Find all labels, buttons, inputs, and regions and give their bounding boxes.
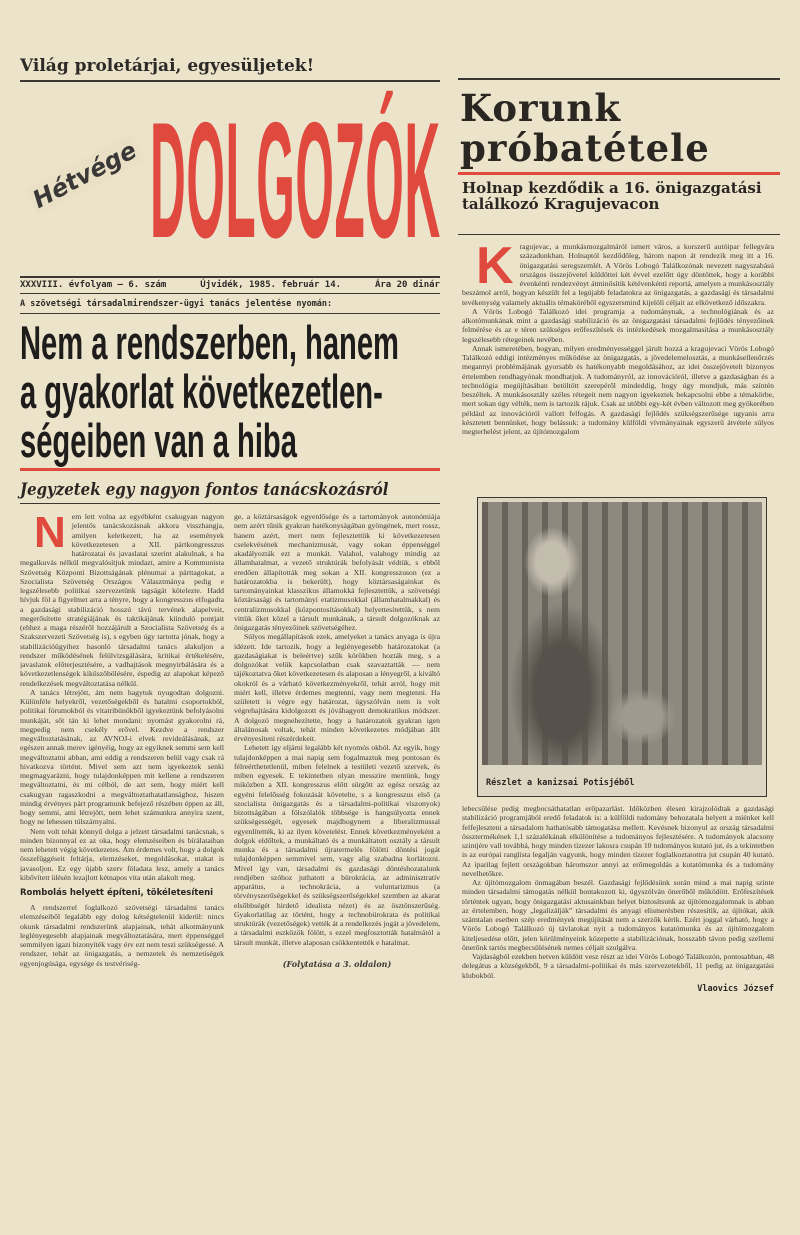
- drop-cap: N: [34, 512, 66, 557]
- side-article-title: [460, 88, 710, 168]
- title-line: Korunk: [460, 86, 621, 130]
- side-article-bottom: [462, 804, 774, 1224]
- issue-info: [20, 280, 440, 290]
- divider: [20, 313, 440, 314]
- motto: Világ proletárjai, egyesüljetek!: [20, 56, 315, 76]
- paragraph: ragujevac, a munkásmozgalmáról ismert város, a korszerű autóipar fellegvára századunkban. Holnaptól kezdődőleg, három napon át rendezik meg itt a 16. önigazgatási seregszemlét. A Vörös Lobogó Találkozónak nevezett nagyszabású országos összejövetel küldöttei két évvel ezelőtt úgy döntöttek, hogy a korábbi évenkénti rendezvényt átminősítik kétévenkénti reportá, amelyen a munkásosztály beszámol arról, hogyan készült fel a legújabb feladatokra az önigazgatás, a gazdasági és társadalmi tevékenység valamely aktuális témaköréből egyszersmind kijelöli céljait az elkövetkező időszakra.: [462, 242, 774, 307]
- masthead-title: DOLGOZÓK: [150, 88, 441, 272]
- paragraph: Nem volt tehát könnyű dolga a jelzett társadalmi tanácsnak, s minden bizonnyal ez az oka, hogy elemzéseiben és bírálataiban nem lehetett végig következetes. Ám érdemes volt, hogy a dolgok összefüggéseit feltárja, elemzéseket, megoldásokat, utakat is javasoljon. Ez egy újabb szerv föladata lesz, amely a tanács kibővített ülésén lezajlott kétnapos vita után alakult meg.: [20, 826, 224, 882]
- photo-caption: Részlet a kanizsai Potisjéből: [486, 778, 635, 788]
- photo-image: [482, 502, 762, 765]
- supplement-logo: Hétvége: [24, 133, 145, 216]
- drop-cap: K: [476, 242, 514, 295]
- main-headline: [20, 318, 442, 465]
- photo: [477, 497, 767, 797]
- continued-note: (Folytatása a 3. oldalon): [282, 958, 392, 969]
- side-article-top: [462, 242, 774, 487]
- headline-line: ségeiben van a hiba: [20, 414, 297, 467]
- title-line: próbatétele: [460, 126, 710, 170]
- paragraph: ge, a köztársaságok egyenlősége és a tartományok autonómiája nem azért tűnik gyakran hatékonyságában gyöngének, mert rossz, hanem azért, mert nem fejlesztettük ki következetesen cselekvésének mechanizmusát, vagy sokan éppenséggel akadályozták ezt a munkát. Valahol, valahogy mindig az államhatalmat, a vezető struktúrák befolyását védtük, s ebből eredően állapították meg sokan a XII. kongresszuson (ez a határozatokba is bekerült), hogy köztársaságainkat és tartományainkat klasszikus államokká fejlesztettük, a szövetségi köztársasági és tartományi etatizmusokkal (államhatalmakkal) és centralizmusokkal (központosításokkal) helyettesítettük, s nem vittük őket közel a társult munkának, a társult dolgozóknak az önigazgatás tényezőinek szövetségéhez.: [234, 512, 440, 632]
- headline-line: a gyakorlat következetlen-: [20, 365, 383, 418]
- red-rule: [20, 468, 440, 471]
- section-heading: Rombolás helyett építeni, tökéletesíteni: [20, 888, 214, 898]
- paragraph: A tanács létrejött, ám nem hagytuk nyugodtan dolgozni. Különféle helyekről, vezetőségekből és hatalmi csoportokból, politikai fórumokból és vitatribünökből igyekeztünk befolyásolni munkáját, sőt tán ki lehet mondani: nyomást gyakorolni rá, megpedig nem csekély erővel. Kezdve a rendszer megváltoztatásának, az AVNOJ-i elvek revideálásának, az egészen annak merev igényéig, hogy az egyiknek semmi sem kell megváltoztatni abban, ami eddig a rendszeren belül vagy csak rá hivatkozva történt. Mivel sem azt nem igyekeztek senki megmagyarázni, hogy tulajdonképpen mit kellene a rendszeren megváltoztatni, és mi célból, de azt sem, hogy miért kell csakugyan ragaszkodni a megváltoztathatatlansághoz, hiszen mindig érvényes párt programunk befejező részében éppen az áll, hogy semmi, ami létrejött, nem lehet számunkra annyira szent, hogy ne lehessen túlszárnyalni.: [20, 687, 224, 827]
- divider: [20, 276, 440, 278]
- paragraph: A rendszerrel foglalkozó szövetségi társadalmi tanács elemzéseiből legalább egy dolog kétségtelenül kiderül: nincs okunk társadalmi rendszerünk alapjainak, tehát alkotmányunk leglényegesebb alapjainak megváltoztatására, mert éppenséggel semmilyen igazi bizonyíték vagy érv ezt nem teszi szükségessé. A rendszer, tehát az önigazgatás, a nemzetek és nemzetiségek egyenjogúsága, egysége és testvériség-: [20, 903, 224, 968]
- main-article-column-1: [20, 512, 224, 1222]
- subheadline: Jegyzetek egy nagyon fontos tanácskozásról: [20, 480, 389, 500]
- paragraph: Az újítómozgalom önmagában beszél. Gazdasági fejlődésünk során mind a mai napig szinte minden társadalmi támogatás nélkül bontakozott ki, úgyszólván önerőből működött. Erőfeszítések történtek ugyan, hogy önigazgatási aktusainkban helyet biztosítsunk az újítómozgalomnak is abban az értelemben, hogy „legalizálják” társadalmi és anyagi elismerésben részesítik, az újítókat, akik számtalan esetben szép eredmények megújítását nem a szerzők kérik. Ezért joggal várható, hogy a Vörös Lobogó Találkozó új távlatokat nyit a tudományos kutatómunka és az újítómozgalom kiteljesedése előtt, jelen körülményeink közepette a stabilizációnak, hosszabb távon pedig szellemi önerőnk tartós megbecsülésének nemes céljait szolgálva.: [462, 878, 774, 952]
- divider: [458, 78, 780, 80]
- kicker: A szövetségi társadalmirendszer-ügyi tanács jelentése nyomán:: [20, 299, 333, 309]
- paragraph: Súlyos megállapítások ezek, amelyeket a tanács anyaga is újra idézett. Ide tartozik, hogy a legiényegesebb határozatokat (a gazdaságiakat is beleértve) szűk körökben hozták meg, s a dolgozókat velük kapcsolatban csak szavaztatták — nem tájékoztatva őket következetesen és alaposan a lényegről, a kiváltó okokról és a várható következményekről, tehát arról, hogy mit miért kell, illetve érdemes megtenni, vagy nem megtenni. Ha született is végre egy határozat, úgyszólván nem is volt végrehajtására kidolgozott és jóváhagyott demokratikus módszer. A dolgozó megnehezítette, hogy a határozatok gyakran igen általánosak voltak, tehát minden következetes módjában állt érvényesíteni részérdekeit.: [234, 632, 440, 743]
- red-rule: [458, 172, 780, 175]
- divider: [20, 293, 440, 294]
- side-article-subtitle: Holnap kezdődik a 16. önigazgatási találkozó Kragujevacon: [462, 179, 762, 213]
- paragraph: em lett volna az egyébként csakugyan nagyon jelentős tanácskozásnak akkora visszhangja, amilyen keletkezett, ha az események következetesen a XII. pártkongresszus határozatai és javaslatai szerint alakulnak, s ha megalkuvás nélkül megvalósítjuk mindazt, amire a Kommunista Szövetség Központi Bizottságának plénumai a párttagokat, a Szocialista Szövetség Országos Választmánya pedig e legszélesebb politikai szervezetünk tagságát kötelezte. Hadd hívjuk föl a figyelmet arra a tényre, hogy a kongresszus elfogadta a gazdasági stabilizáció hosszú távú tervének alapelveit, megerősítette stratégiájának és taktikájának kiinduló pontjait (ehhez a maga részéről hozzájárult a Szocialista Szövetség és a Szakszervezeti Szövetség is), s egyben úgy tartotta jónak, hogy a stabilizációügyihez hasonló társadalmi tanács alakuljon a rendszer működésének felülvizsgálására, kritikai értékelésére, javaslatok előterjesztésére, a vadhajtások megnyirbálására és a következetlenségek kiküszöbölésére, éspedig az alapokat képező rendelkezések megváltoztatása nélkül.: [20, 512, 224, 688]
- divider: [458, 234, 780, 235]
- paragraph: lebecsülése pedig megbocsáthatatlan erőpazarlást. Időközben élesen kirajzolódtak a gazdasági stabilizáció programjából eredő feladatok is: a külföldi tudomány behozatala helyett a miénket kell felfejleszteni a társadalom hathatósabb támogatása mellett. Kevésnek bizonyul az ország társadalmi össztermékének 1,1 százalékának elkülönítése a tudományos fejlesztésére. A tudományok alacsony szintjére vall továbbá, hogy minden tízezer lakosra csupán 10 tudományos kutató jut, és a tekintetben is az európai ranglista legalján vagyunk, hogy minden tízezer foglalkoztatottra jut csupán 40 kutató. Az iparilag fejlett országokban háromszor annyi az erőmegoldás a kutatómunka és a tudomány nevelhetőkre.: [462, 804, 774, 878]
- paragraph: Annak ismeretében, hogyan, milyen eredményességgel járult hozzá a kragujevaci Vörös Lobogó Találkozó eddigi intézményes működése az önigazgatás, a jövedelemelosztás, a munkásellenőrzés megannyi problémájának gyorsabb és hatékonyabb megoldásához, az idei összejövetelt bizonyos értelemben rendhagyónak mondhatjuk. A tudományról, az innovációról, illetve a gazdaságban és a technológia megújításában betöltött szerepéről mindeddig, hogy úgy mondjuk, más színtén beszéltek. A munkásosztály széles rétegeit nem nagyon igyekeztek bekapcsolni ebbe a témakörbe, mert sokan úgy vélték, nem is tartozik rájuk. Csak az utóbbi egy-két évben változott meg gyökerében például az innovációról vallott felfogás. A gazdasági fejlődés szükségszerűsége ugyanis arra késztetett bennünket, hogy belássuk: a tudomány külföldi vívmányainak egyszerű átvétele súlyos megterhelést jelent, az újítómozgalom: [462, 343, 774, 436]
- headline-line: Nem a rendszerben, hanem: [20, 316, 399, 369]
- author: Vlaovics József: [697, 983, 774, 994]
- masthead-logo: [22, 88, 441, 272]
- paragraph: Vajdaságból ezekben hetven küldött vesz részt az idei Vörös Lobogó Találkozón, pontosabban, 48 delegátus a községekből, 9 a társadalmi-politikai és más szervezetekből, 11 pedig az önigazgatási klubokból.: [462, 952, 774, 980]
- divider: [20, 80, 440, 82]
- issue-price: Ára 20 dinár: [374, 280, 440, 290]
- paragraph: Lehetett így eljárni legalább két nyomós okból. Az egyik, hogy tulajdonképpen a mai napig sem fogalmaztuk meg pontosan és félreérthetetlenül, miben felelnek a testületi vezető szervek, és miben egyesek. E tekintetben olyan messzire mentünk, hogy miközben a XII. kongresszus előtt sürgőtt az egész ország az egyéni felelősség fokozását követelte, s a kongresszus első (a szocialista önigazgatás és a társadalmi-politikai viszonyok) bizottságában a fölszólalók többsége is hangsúlyozta ennek szükségességét, egyesek majdhogynem a liberalizmussal egyenlítették, ki az ilyen követelést. Ennek következményeként a dolgok eldőltek, a munkáltató és a munkáltatott osztály a társult munka és a társadalmi újratermelés fölötti döntési jogát tulajdonképpen semmivel sem, vagy alig szabadna korlátozni. Mivel így van, társadalmi és gazdasági döntéshozatalunk rendjében szóhoz juthatott a bürokrácia, az adminisztratív apparátus, a technokrácia, a voluntarizmus (a törvényszerűségekkel és szükségszerűségekkel szemben az akarat elsőbbségét hirdető idealista nézet) és az ösztönszerűség. Gyakorlatilag az történt, hogy a technobürokrata és politikai struktúrák (vezetőségek) vették át a rendelkezés jogát a jövedelem, a társadalmi eszközök fölött, s ezzel megfosztották hatalmától a társult munkát, illetve alaposan csökkentették e hatalmat.: [234, 743, 440, 947]
- paragraph: A Vörös Lobogó Találkozó idei programja a tudománynak, a technológiának és az alkotómunkának mint a gazdasági stabilizáció és az önigazgatási társadalmi fejlődés tényezőinek felmérése és az e téren szükséges erőfeszítések és intézkedések mozgalmasítása a munkásosztály legszélesebb rétegeinek nevében.: [462, 306, 774, 344]
- issue-volume: XXXVIII. évfolyam — 6. szám: [20, 280, 167, 290]
- divider: [20, 503, 440, 504]
- main-article-column-2: [234, 512, 440, 1222]
- issue-date: Újvidék, 1985. február 14.: [200, 280, 342, 290]
